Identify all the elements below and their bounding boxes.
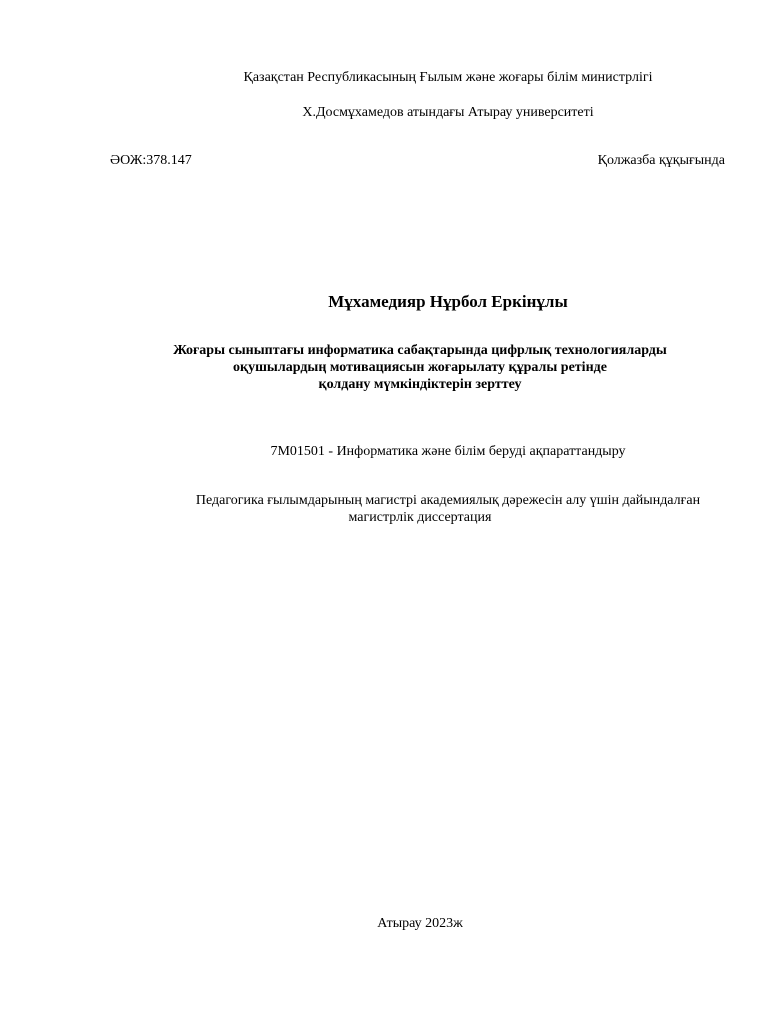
degree-statement-line-1: Педагогика ғылымдарының магистрі академиялық дәрежесін алу үшін дайындалған bbox=[195, 493, 701, 508]
city-year: Атырау 2023ж bbox=[377, 916, 463, 931]
manuscript-rights-label: Қолжазба құқығында bbox=[597, 153, 725, 168]
title-line: қолдану мүмкіндіктерін зерттеу bbox=[318, 377, 522, 392]
dissertation-title bbox=[0, 342, 768, 393]
specialty-code: 7М01501 - Информатика және білім беруді ақпараттандыру bbox=[270, 444, 626, 459]
degree-statement-line-2: магистрлік диссертация bbox=[348, 510, 492, 525]
title-line: Жоғары сыныптағы информатика сабақтарында цифрлық технологияларды bbox=[173, 343, 667, 358]
title-line: оқушылардың мотивациясын жоғарылату құралы ретінде bbox=[233, 360, 607, 375]
udc-code: ӘОЖ:378.147 bbox=[110, 153, 192, 168]
university-name: Х.Досмұхамедов атындағы Атырау университеті bbox=[302, 105, 594, 120]
ministry-name: Қазақстан Республикасының Ғылым және жоғары білім министрлігі bbox=[243, 70, 653, 85]
author-name: Мұхамедияр Нұрбол Еркінұлы bbox=[328, 292, 568, 311]
